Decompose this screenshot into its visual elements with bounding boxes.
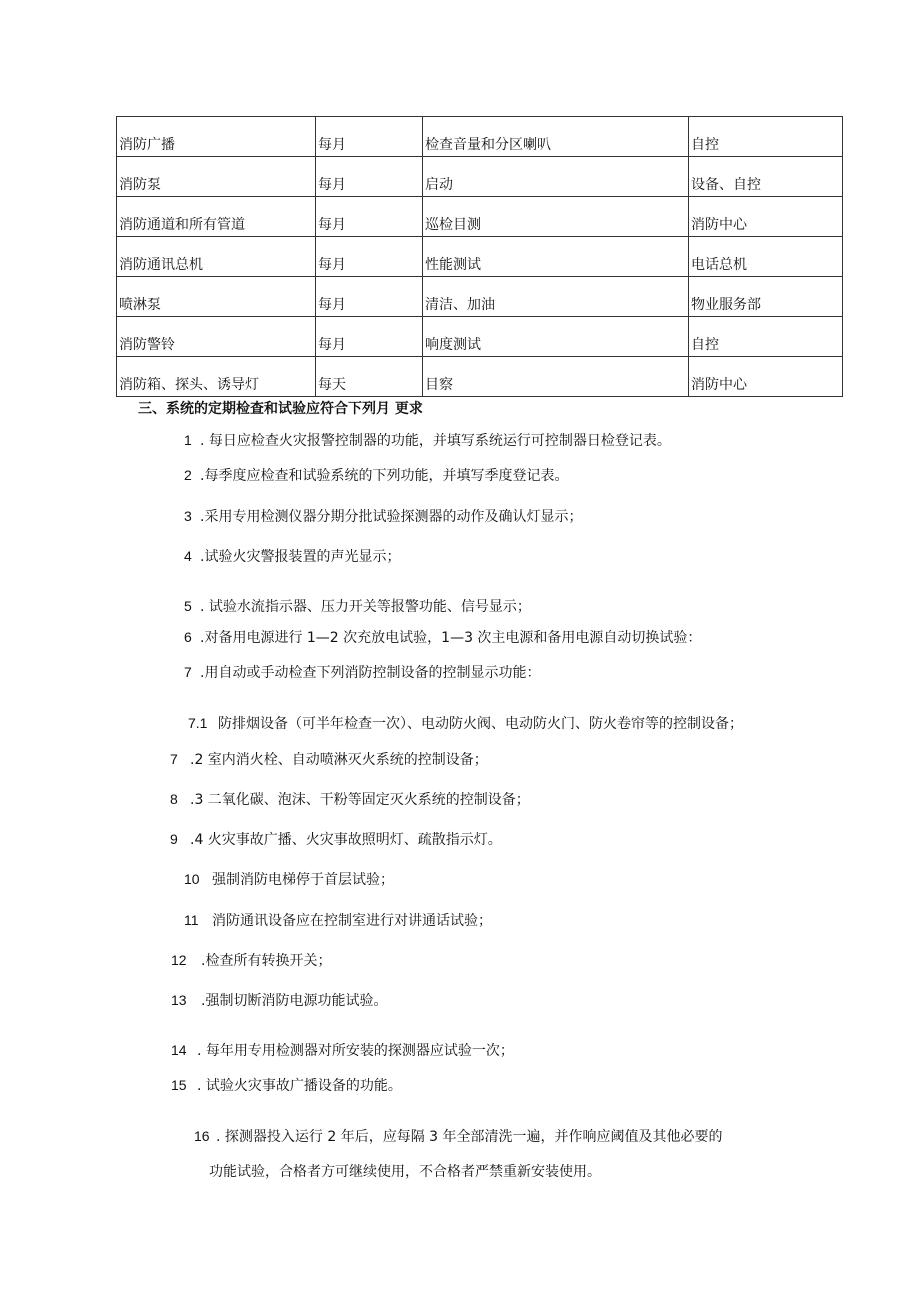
item-text: . 试验火灾事故广播设备的功能。 — [197, 1078, 402, 1094]
item-text: .检查所有转换开关； — [201, 953, 332, 969]
list-item — [184, 869, 394, 890]
list-item-continuation — [209, 1162, 601, 1182]
item-text: . 探测器投入运行 2 年后，应每隔 3 年全部清洗一遍，并作响应阈值及其他必要的 — [216, 1129, 723, 1145]
item-text: .4 火灾事故广播、火灾事故照明灯、疏散指示灯。 — [190, 832, 502, 848]
table-cell-content: 目察 — [423, 357, 689, 397]
list-item — [184, 910, 492, 931]
item-number: 6 — [184, 629, 192, 645]
list-item — [171, 1075, 402, 1096]
table-cell-responsible: 电话总机 — [689, 237, 843, 277]
list-item — [184, 546, 400, 567]
section-heading: 三、系统的定期检查和试验应符合下列月 更求 — [138, 401, 423, 417]
item-text: 消防通讯设备应在控制室进行对讲通话试验； — [212, 913, 492, 929]
table-cell-content: 性能测试 — [423, 237, 689, 277]
item-number: 13 — [171, 992, 187, 1008]
table-cell-content: 启动 — [423, 157, 689, 197]
item-number: 7 — [184, 664, 192, 680]
list-item — [170, 749, 488, 770]
list-item — [184, 662, 540, 683]
list-item — [188, 713, 743, 734]
table-cell-frequency: 每月 — [316, 197, 423, 237]
list-item — [171, 950, 331, 971]
table-cell-frequency: 每月 — [316, 117, 423, 157]
table-row — [117, 277, 843, 317]
item-text: 防排烟设备（可半年检查一次）、电动防火阀、电动防火门、防火卷帘等的控制设备； — [218, 716, 743, 732]
item-number: 14 — [171, 1042, 187, 1058]
item-number: 3 — [184, 508, 192, 524]
item-text: .对备用电源进行 1—2 次充放电试验，1—3 次主电源和备用电源自动切换试验： — [200, 630, 702, 646]
table-cell-content: 清洁、加油 — [423, 277, 689, 317]
item-number: 15 — [171, 1077, 187, 1093]
item-number: 16 — [194, 1128, 210, 1144]
table-cell-responsible: 物业服务部 — [689, 277, 843, 317]
table-cell-responsible: 自控 — [689, 317, 843, 357]
list-item — [184, 596, 531, 617]
table-cell-frequency: 每天 — [316, 357, 423, 397]
table-cell-responsible: 消防中心 — [689, 197, 843, 237]
item-text: .试验火灾警报装置的声光显示； — [200, 549, 401, 565]
table-cell-system: 消防广播 — [117, 117, 316, 157]
item-number: 2 — [184, 467, 192, 483]
item-text: .3 二氧化碳、泡沫、干粉等固定灭火系统的控制设备； — [190, 792, 530, 808]
list-item — [184, 506, 582, 527]
table-cell-system: 消防通道和所有管道 — [117, 197, 316, 237]
list-item — [194, 1126, 723, 1147]
item-text: 强制消防电梯停于首层试验； — [212, 872, 394, 888]
item-number: 5 — [184, 598, 192, 614]
item-text: .强制切断消防电源功能试验。 — [201, 993, 388, 1009]
item-text: 功能试验，合格者方可继续使用，不合格者严禁重新安装使用。 — [209, 1164, 601, 1180]
table-cell-frequency: 每月 — [316, 237, 423, 277]
list-item — [170, 829, 502, 850]
table-row — [117, 317, 843, 357]
table-row — [117, 357, 843, 397]
table-cell-responsible: 消防中心 — [689, 357, 843, 397]
table-cell-frequency: 每月 — [316, 317, 423, 357]
table-cell-system: 消防泵 — [117, 157, 316, 197]
table-cell-frequency: 每月 — [316, 277, 423, 317]
list-item — [184, 627, 701, 648]
list-item — [171, 990, 387, 1011]
table-row — [117, 117, 843, 157]
table-cell-responsible: 设备、自控 — [689, 157, 843, 197]
table-cell-responsible: 自控 — [689, 117, 843, 157]
table-row — [117, 157, 843, 197]
table-cell-system: 喷淋泵 — [117, 277, 316, 317]
table-row — [117, 237, 843, 277]
item-number: 7.1 — [188, 715, 208, 731]
item-text: .每季度应检查和试验系统的下列功能，并填写季度登记表。 — [200, 468, 569, 484]
table-cell-system: 消防箱、探头、诱导灯 — [117, 357, 316, 397]
inspection-table — [116, 116, 843, 397]
item-text: . 每年用专用检测器对所安装的探测器应试验一次； — [197, 1043, 514, 1059]
item-number: 11 — [184, 912, 199, 928]
list-item — [184, 430, 671, 451]
item-text: .2 室内消火栓、自动喷淋灭火系统的控制设备； — [190, 752, 488, 768]
item-number: 7 — [170, 751, 178, 767]
table-cell-content: 巡检目测 — [423, 197, 689, 237]
item-number: 8 — [170, 791, 178, 807]
item-text: .采用专用检测仪器分期分批试验探测器的动作及确认灯显示； — [200, 509, 583, 525]
list-item — [170, 789, 530, 810]
item-number: 4 — [184, 548, 192, 564]
item-number: 12 — [171, 952, 187, 968]
table-cell-content: 响度测试 — [423, 317, 689, 357]
table-cell-system: 消防通讯总机 — [117, 237, 316, 277]
table-cell-system: 消防警铃 — [117, 317, 316, 357]
item-text: . 试验水流指示器、压力开关等报警功能、信号显示； — [200, 599, 531, 615]
table-cell-frequency: 每月 — [316, 157, 423, 197]
item-number: 1 — [184, 432, 192, 448]
item-number: 9 — [170, 831, 178, 847]
item-text: .用自动或手动检查下列消防控制设备的控制显示功能： — [200, 665, 541, 681]
item-text: . 每日应检查火灾报警控制器的功能，并填写系统运行可控制器日检登记表。 — [200, 433, 671, 449]
list-item — [184, 465, 568, 486]
list-item — [171, 1040, 514, 1061]
table-row — [117, 197, 843, 237]
item-number: 10 — [184, 871, 200, 887]
table-cell-content: 检查音量和分区喇叭 — [423, 117, 689, 157]
